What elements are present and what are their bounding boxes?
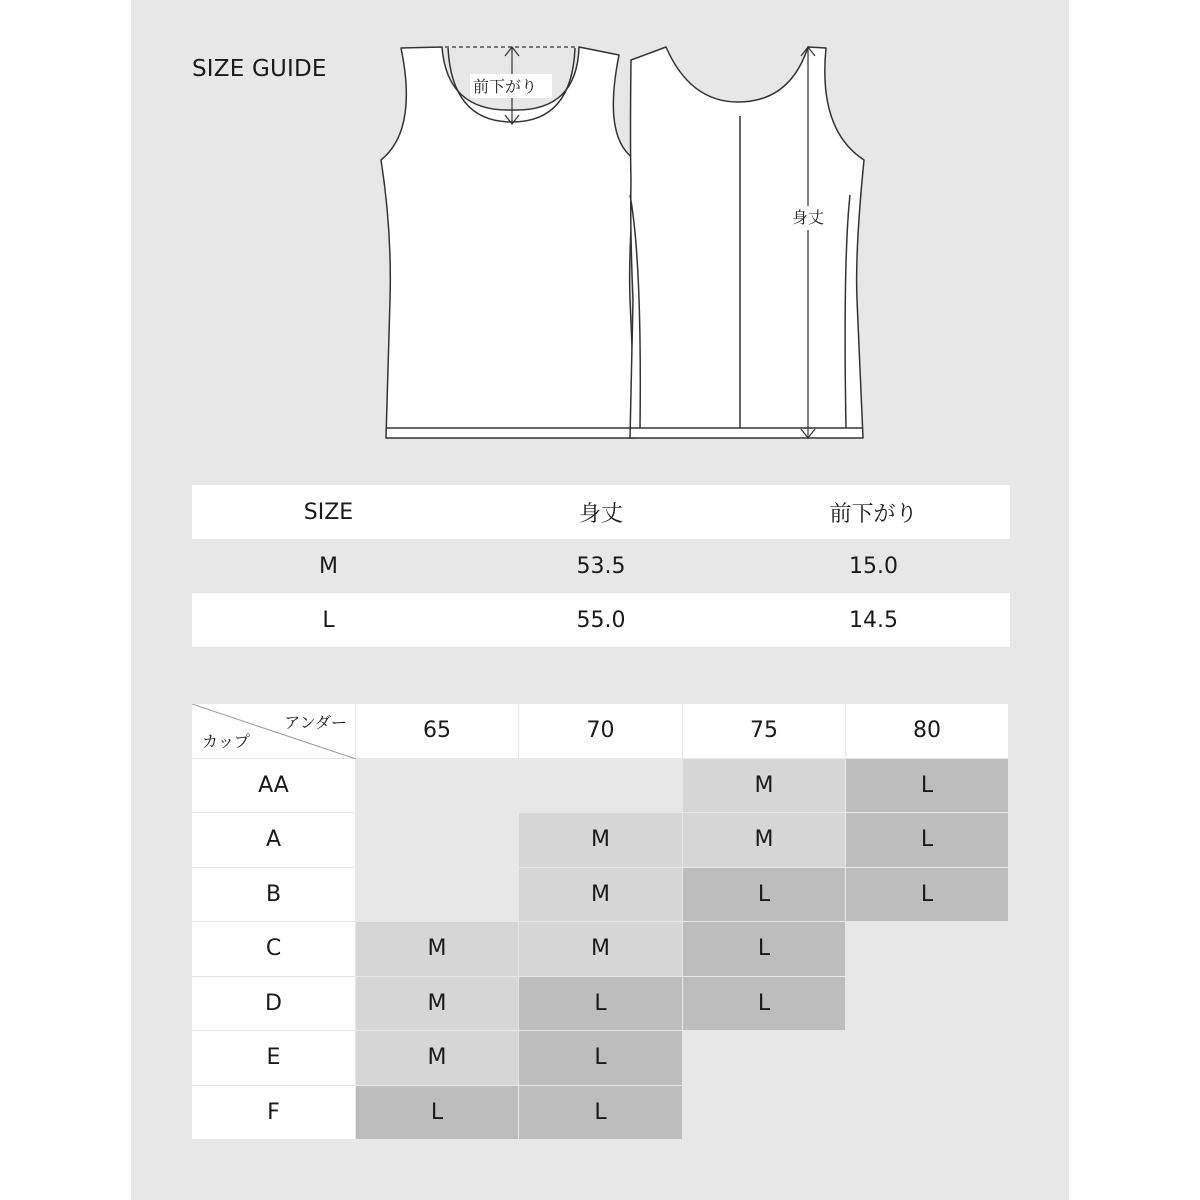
header-size: SIZE xyxy=(303,499,354,525)
size-table-header xyxy=(192,485,1010,539)
body-length-cell: 55.0 xyxy=(576,607,626,633)
size-cell: M xyxy=(356,977,519,1032)
size-cell: M xyxy=(356,1031,519,1086)
size-cell xyxy=(846,922,1009,977)
header-front-drop: 前下がり xyxy=(829,501,918,527)
size-cell: L xyxy=(683,922,846,977)
corner-header xyxy=(192,704,356,759)
size-cell xyxy=(846,1031,1009,1086)
size-cell xyxy=(356,868,519,923)
table-row xyxy=(192,539,1010,593)
under-header: 70 xyxy=(519,704,683,759)
cup-label: カップ xyxy=(202,731,250,751)
page-title: SIZE GUIDE xyxy=(192,56,327,82)
size-cell xyxy=(519,759,683,814)
size-cell: L xyxy=(322,607,335,633)
cup-size-table xyxy=(192,704,1009,1140)
size-cell: L xyxy=(846,868,1009,923)
front-drop-label: 前下がり xyxy=(473,77,538,96)
size-cell: L xyxy=(519,1086,683,1141)
size-cell xyxy=(356,759,519,814)
body-length-label: 身丈 xyxy=(792,208,825,227)
size-cell: M xyxy=(319,553,338,579)
front-drop-cell: 14.5 xyxy=(849,607,898,633)
size-cell: M xyxy=(683,813,846,868)
size-cell xyxy=(683,1031,846,1086)
size-cell: M xyxy=(519,813,683,868)
size-cell: L xyxy=(356,1086,519,1141)
garment-diagram xyxy=(0,0,1200,460)
size-cell: M xyxy=(519,868,683,923)
size-cell: L xyxy=(519,1031,683,1086)
cup-row-label: F xyxy=(192,1086,356,1141)
size-cell: M xyxy=(519,922,683,977)
table-row xyxy=(192,593,1010,647)
under-label: アンダー xyxy=(284,713,347,732)
body-length-cell: 53.5 xyxy=(576,553,626,579)
size-cell: L xyxy=(846,759,1009,814)
cup-row-label: B xyxy=(192,868,356,923)
under-header: 75 xyxy=(683,704,846,759)
under-header: 65 xyxy=(356,704,519,759)
cup-row-label: E xyxy=(192,1031,356,1086)
back-garment xyxy=(630,47,864,438)
cup-row-label: AA xyxy=(192,759,356,814)
size-cell xyxy=(356,813,519,868)
size-cell xyxy=(683,1086,846,1141)
front-drop-cell: 15.0 xyxy=(849,553,898,579)
size-table xyxy=(192,485,1010,647)
size-cell: L xyxy=(846,813,1009,868)
size-cell: M xyxy=(356,922,519,977)
size-cell: M xyxy=(683,759,846,814)
size-cell: L xyxy=(683,977,846,1032)
cup-row-label: C xyxy=(192,922,356,977)
header-body-length: 身丈 xyxy=(578,501,623,527)
size-cell: L xyxy=(683,868,846,923)
cup-row-label: D xyxy=(192,977,356,1032)
under-header: 80 xyxy=(846,704,1009,759)
size-cell xyxy=(846,977,1009,1032)
cup-row-label: A xyxy=(192,813,356,868)
size-cell xyxy=(846,1086,1009,1141)
front-garment xyxy=(381,47,636,438)
size-cell: L xyxy=(519,977,683,1032)
